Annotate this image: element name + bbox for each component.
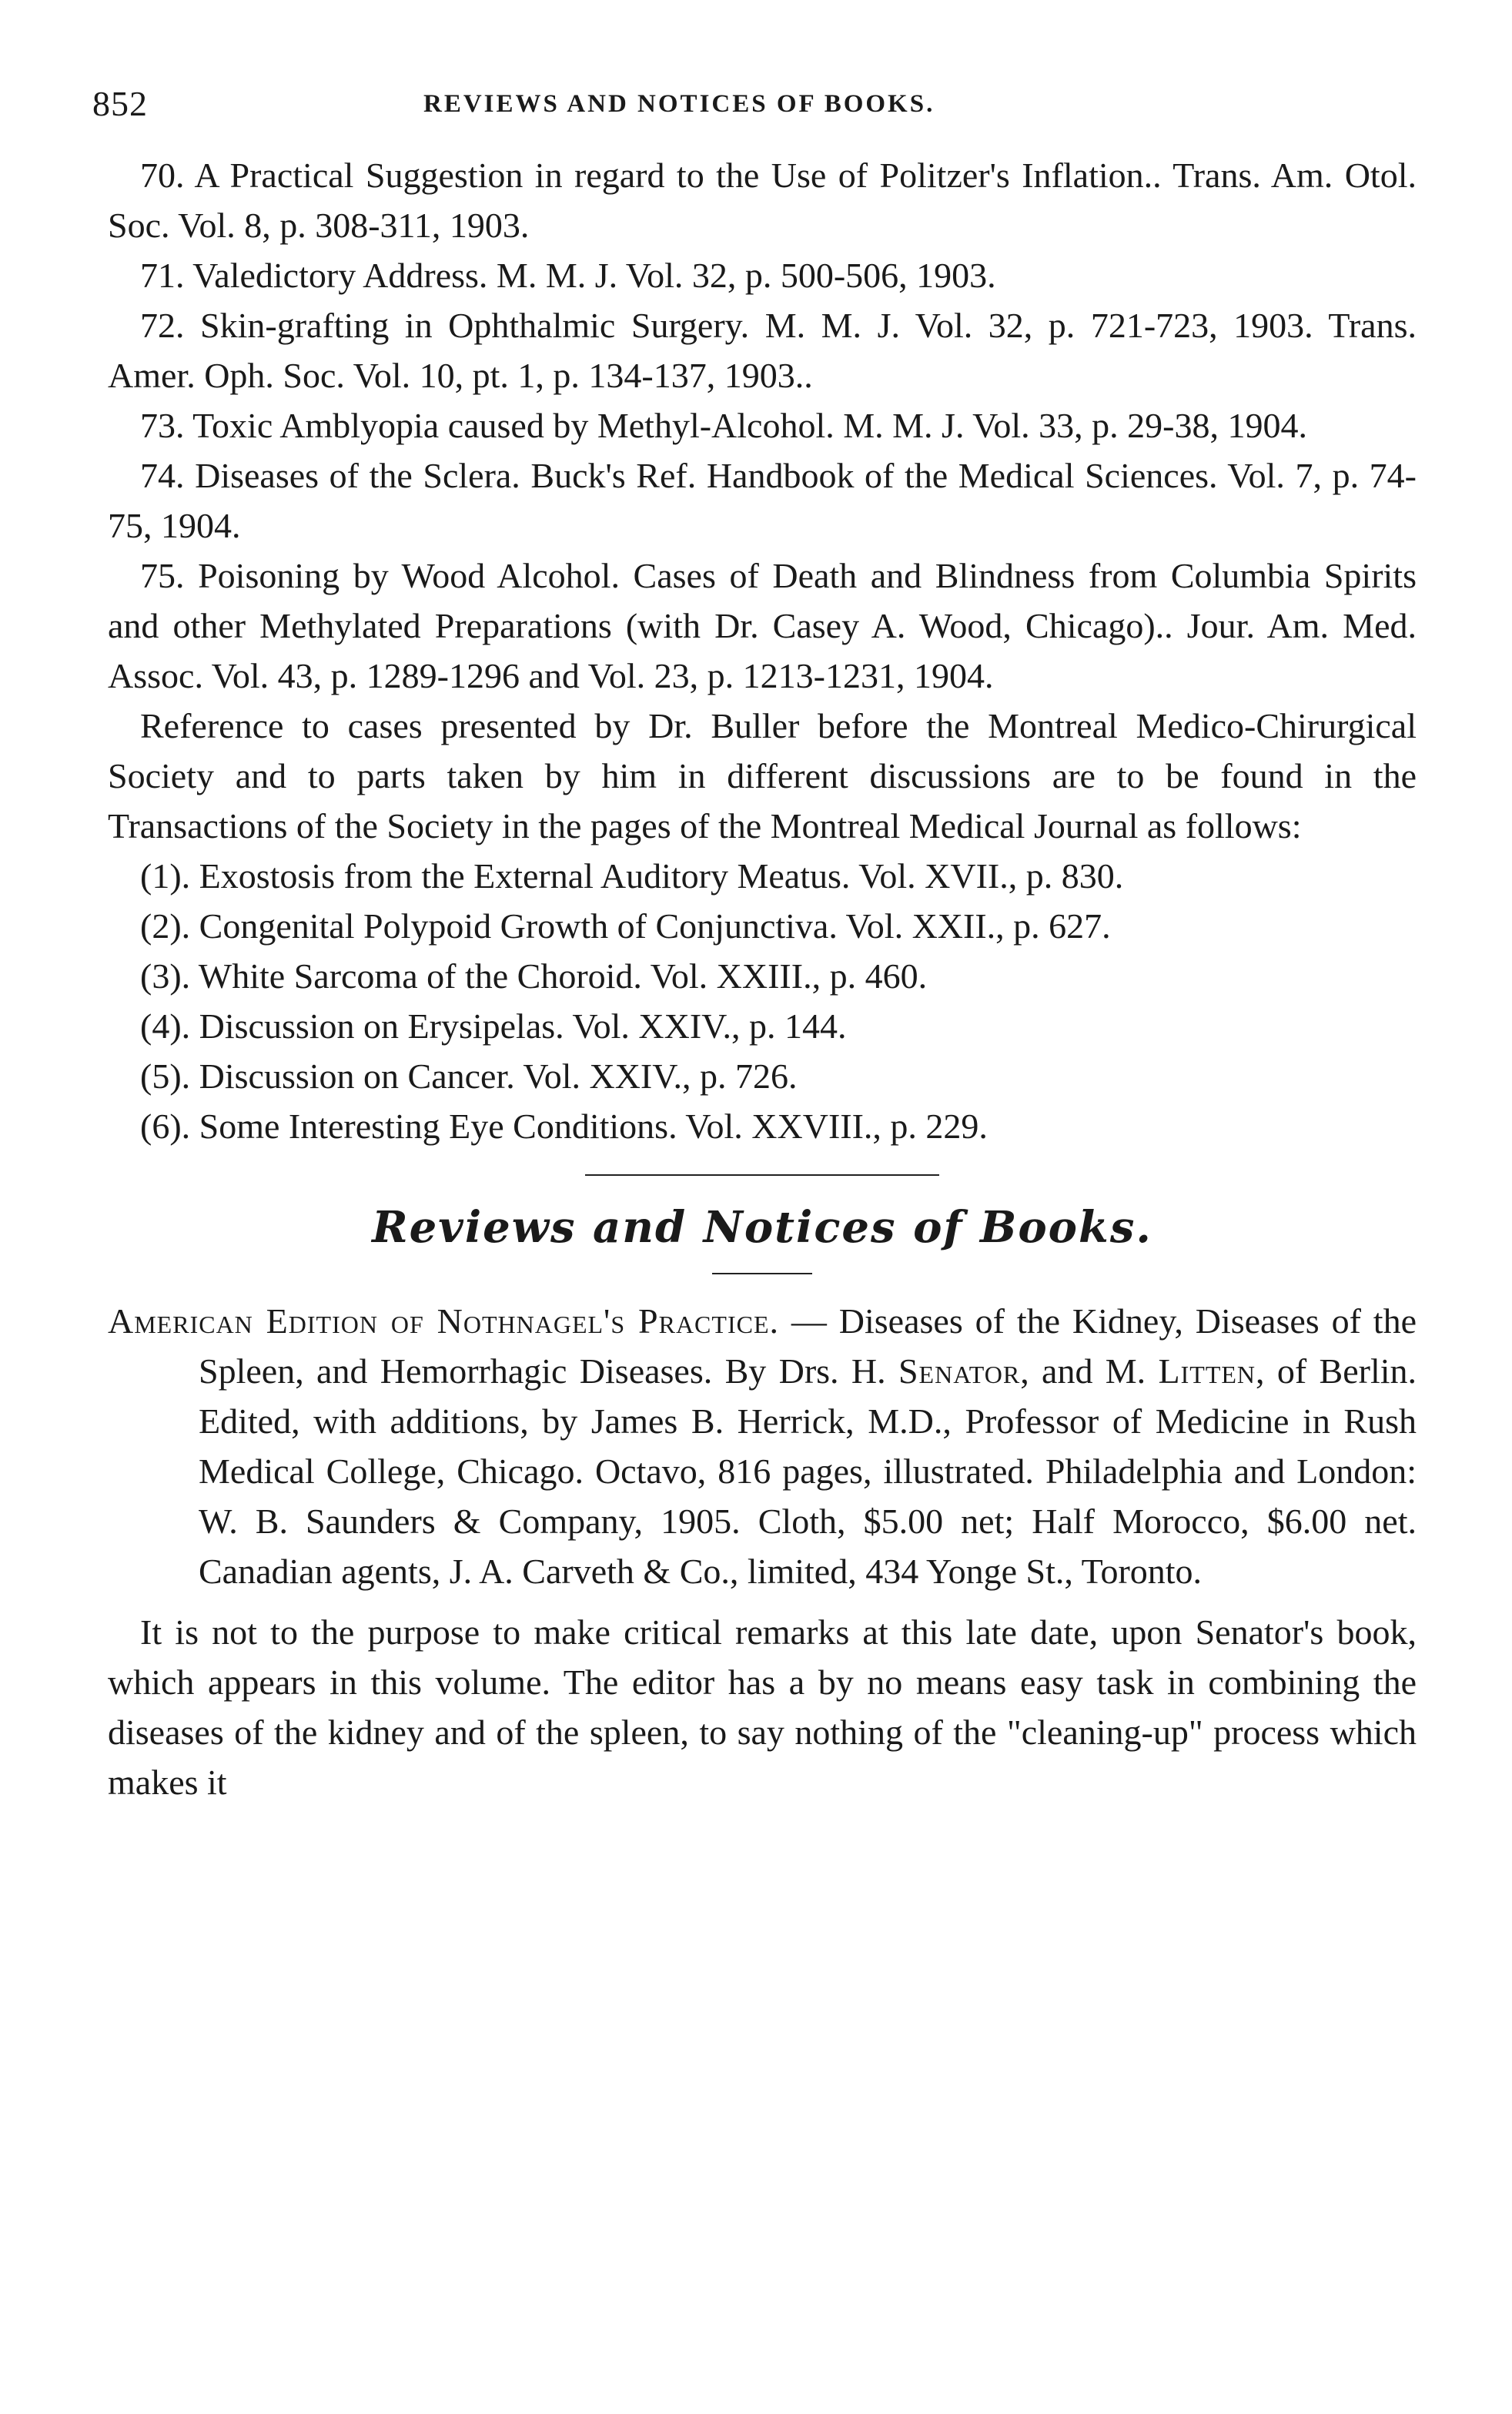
review-title: American Edition of Nothnagel's Practice.	[108, 1301, 779, 1341]
bibliography-item-70: 70. A Practical Suggestion in regard to the Use of Politzer's Inflation.. Trans. Am. Otol. Soc. Vol. 8, p. 308-311, 1903.	[108, 156, 1417, 245]
bibliography-item-72: 72. Skin-grafting in Ophthalmic Surgery. M. M. J. Vol. 32, p. 721-723, 1903. Trans. Amer. Oph. Soc. Vol. 10, pt. 1, p. 134-137, 1903..	[108, 306, 1417, 395]
case-item-5: (5). Discussion on Cancer. Vol. XXIV., p. 726.	[140, 1056, 798, 1096]
review-entry	[108, 1296, 1417, 1596]
case-item-6: (6). Some Interesting Eye Conditions. Vol. XXVIII., p. 229.	[140, 1107, 988, 1146]
page-number: 852	[92, 84, 148, 123]
heading-underline	[712, 1273, 812, 1274]
section-divider	[585, 1174, 939, 1176]
page-body	[108, 150, 1417, 1807]
review-paragraph: It is not to the purpose to make critical remarks at this late date, upon Senator's book, which appears in this volume. The editor has a by no means easy task in combining the diseases of the kidney and of the spleen, to say nothing of the "cleaning-up" process which makes it	[108, 1612, 1417, 1802]
bibliography-item-74: 74. Diseases of the Sclera. Buck's Ref. Handbook of the Medical Sciences. Vol. 7, p. 74-75, 1904.	[108, 456, 1417, 545]
review-author-litten: Litten	[1158, 1351, 1256, 1391]
case-item-2: (2). Congenital Polypoid Growth of Conjunctiva. Vol. XXII., p. 627.	[140, 906, 1111, 946]
section-heading: Reviews and Notices of Books.	[372, 1202, 1152, 1253]
reference-note: Reference to cases presented by Dr. Buller before the Montreal Medico-Chirurgical Society and to parts taken by him in different discussions are to be found in the Transactions of the Society in the pages of the Montreal Medical Journal as follows:	[108, 706, 1417, 845]
case-item-1: (1). Exostosis from the External Auditory Meatus. Vol. XVII., p. 830.	[140, 856, 1124, 896]
review-details-2: , and M.	[1020, 1351, 1159, 1391]
bibliography-item-73: 73. Toxic Amblyopia caused by Methyl-Alcohol. M. M. J. Vol. 33, p. 29-38, 1904.	[140, 406, 1308, 445]
case-item-3: (3). White Sarcoma of the Choroid. Vol. XXIII., p. 460.	[140, 956, 928, 996]
review-details-1: — Diseases of the Kidney, Diseases of the Spleen, and Hemorrhagic Diseases. By Drs. H.	[199, 1301, 1417, 1391]
case-item-4: (4). Discussion on Erysipelas. Vol. XXIV., p. 144.	[140, 1006, 847, 1046]
review-author-senator: Senator	[898, 1351, 1021, 1391]
bibliography-item-71: 71. Valedictory Address. M. M. J. Vol. 32, p. 500-506, 1903.	[140, 256, 996, 295]
running-head-title: REVIEWS AND NOTICES OF BOOKS.	[423, 90, 935, 118]
running-head	[92, 77, 1417, 131]
review-details-3: , of Berlin. Edited, with additions, by James B. Herrick, M.D., Professor of Medicine in Rush Medical College, Chicago. Octavo, 816 pages, illustrated. Philadelphia and London: W. B. Saunders & Company, 1905. Cloth, $5.00 net; Half Morocco, $6.00 net. Canadian agents, J. A. Carveth & Co., limited, 434 Yonge St., Toronto.	[199, 1351, 1417, 1591]
bibliography-item-75: 75. Poisoning by Wood Alcohol. Cases of Death and Blindness from Columbia Spirits and other Methylated Preparations (with Dr. Casey A. Wood, Chicago).. Jour. Am. Med. Assoc. Vol. 43, p. 1289-1296 and Vol. 23, p. 1213-1231, 1904.	[108, 556, 1417, 695]
